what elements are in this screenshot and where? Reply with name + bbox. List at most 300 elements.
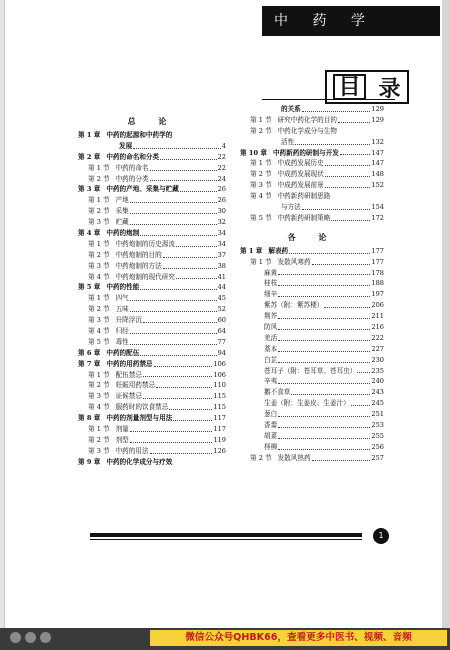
toc-entry <box>78 359 226 370</box>
toc-entry-number: 第 1 节 <box>250 257 272 266</box>
toc-entry <box>240 268 384 279</box>
toc-entry-title: 四气 <box>115 294 129 303</box>
toc-entry <box>78 326 226 337</box>
toc-entry-title: 与方法 <box>281 203 301 211</box>
book-title-band <box>262 6 440 36</box>
toc-entry <box>78 195 226 206</box>
toc-entry-page: 206 <box>371 301 384 310</box>
toc-entry-number: 第 1 节 <box>250 115 272 124</box>
toc-entry-page: 216 <box>371 323 384 332</box>
toc-entry-number: 第 1 章 <box>78 130 101 139</box>
toc-entry-title: 中药的化学成分与疗效 <box>106 457 173 466</box>
toc-entry-title: 麻黄 <box>264 268 278 277</box>
toc-leader-dots <box>340 154 371 155</box>
toc-entry-page: 230 <box>371 355 384 364</box>
toc-entry <box>240 300 384 311</box>
toc-entry-title: 妊娠用药禁忌 <box>115 381 156 390</box>
toc-entry <box>240 257 384 268</box>
toc-entry-page: 197 <box>371 290 384 299</box>
toc-entry-number: 第 2 节 <box>88 381 110 390</box>
toc-entry-title: 中药的产地、采集与贮藏 <box>106 185 179 194</box>
toc-entry-title: 中药新药研制策略 <box>277 213 331 222</box>
toc-entry-number: 第 4 节 <box>88 272 110 281</box>
toc-entry-title: 中成药发展历史 <box>277 159 324 168</box>
book-title: 中 药 学 <box>274 13 375 29</box>
toc-entry <box>240 366 384 377</box>
toc-leader-dots <box>154 366 213 367</box>
page-number-badge <box>373 528 389 544</box>
toc-entry-page: 52 <box>217 305 226 314</box>
toc-leader-dots <box>156 387 212 388</box>
toc-entry <box>240 376 384 387</box>
section-title-general: 总 论 <box>127 116 177 126</box>
toc-entry <box>240 213 384 224</box>
toc-entry-number: 第 4 节 <box>250 192 272 201</box>
toc-entry <box>78 272 226 283</box>
toc-entry-title: 中药的分类 <box>115 174 149 183</box>
toc-entry-title: 中药的用药禁忌 <box>106 359 153 368</box>
toc-leader-dots <box>278 383 370 384</box>
toc-entry-title: 贮藏 <box>115 218 129 227</box>
toc-entry <box>78 217 226 228</box>
toc-entry-page: 44 <box>217 283 226 292</box>
toc-entry <box>78 413 226 424</box>
toc-entry-title: 中药化学成分与生物 <box>277 126 337 135</box>
toc-entry-page: 222 <box>371 333 384 342</box>
toc-entry-number: 第 6 章 <box>78 348 101 357</box>
toc-entry-title: 中药的剂量剂型与用法 <box>106 414 173 423</box>
toc-leader-dots <box>312 460 371 461</box>
toc-entry-page: 126 <box>213 446 226 455</box>
toc-leader-dots <box>163 268 217 269</box>
toc-entry-page: 257 <box>371 453 384 462</box>
toc-leader-dots <box>180 191 217 192</box>
toc-leader-dots <box>278 296 370 297</box>
toc-entry-page: 172 <box>371 213 384 222</box>
toc-entry-number: 第 1 节 <box>88 163 110 172</box>
toc-entry-title: 中成药发展现状 <box>277 170 324 179</box>
toc-entry-title: 解表药 <box>268 246 289 255</box>
toc-leader-dots <box>278 274 370 275</box>
toc-entry-page: 115 <box>213 403 226 412</box>
toc-left-rows <box>78 130 226 468</box>
toc-left-column <box>78 112 226 468</box>
toc-entry <box>78 315 226 326</box>
toc-entry-title: 中药炮制的方法 <box>115 261 162 270</box>
toc-entry-title: 中药的命名和分类 <box>106 152 160 161</box>
toc-entry-number: 第 3 节 <box>88 218 110 227</box>
toc-entry <box>78 337 226 348</box>
toc-entry-number: 第 2 章 <box>78 152 101 161</box>
toc-entry-page: 148 <box>371 170 384 179</box>
toc-leader-dots <box>312 264 371 265</box>
toc-entry-page: 26 <box>217 185 226 194</box>
toc-entry-title: 产地 <box>115 196 129 205</box>
toc-entry <box>240 398 384 409</box>
viewer-control-icon[interactable] <box>40 632 51 643</box>
toc-entry <box>78 163 226 174</box>
toc-entry-page: 119 <box>213 435 226 444</box>
toc-entry-number: 第 3 节 <box>88 316 110 325</box>
toc-leader-dots <box>302 111 371 112</box>
toc-entry-number: 第 3 节 <box>88 261 110 270</box>
toc-entry-number: 第 2 节 <box>88 207 110 216</box>
toc-entry-number: 第 7 章 <box>78 359 101 368</box>
toc-leader-dots <box>130 344 217 345</box>
toc-leader-dots <box>143 322 217 323</box>
toc-entry-number: 第 1 章 <box>240 246 263 255</box>
toc-entry-number: 第 9 章 <box>78 457 101 466</box>
toc-entry-page: 77 <box>217 337 226 346</box>
page-edge-shadow <box>442 0 450 628</box>
toc-leader-dots <box>133 148 221 149</box>
toc-entry-page: 147 <box>371 159 384 168</box>
toc-entry-number: 第 1 节 <box>88 294 110 303</box>
toc-entry <box>240 442 384 453</box>
toc-leader-dots <box>289 253 370 254</box>
toc-entry-title: 中药炮制的历史源流 <box>115 239 175 248</box>
toc-entry-number: 第 1 节 <box>88 425 110 434</box>
toc-leader-dots <box>278 362 370 363</box>
toc-entry-number: 第 2 节 <box>250 126 272 135</box>
toc-entry <box>78 435 226 446</box>
toc-entry-page: 110 <box>213 381 226 390</box>
toc-leader-dots <box>278 449 370 450</box>
toc-entry-title: 活性 <box>281 137 295 146</box>
toc-entry-page: 129 <box>371 115 384 124</box>
toc-entry-page: 106 <box>213 370 226 379</box>
header-rule <box>262 99 395 100</box>
toc-leader-dots <box>176 246 217 247</box>
toc-heading-char-1: 目 <box>333 74 365 100</box>
toc-leader-dots <box>325 187 371 188</box>
toc-entry-number: 第 2 节 <box>250 453 272 462</box>
toc-entry-page: 251 <box>371 410 384 419</box>
toc-leader-dots <box>140 355 216 356</box>
toc-entry-number: 第 3 节 <box>88 392 110 401</box>
toc-leader-dots <box>278 438 370 439</box>
toc-entry-page: 154 <box>371 203 384 211</box>
toc-entry-title: 升降浮沉 <box>115 316 142 325</box>
toc-entry-title: 中药的性能 <box>106 283 140 292</box>
toc-entry <box>240 311 384 322</box>
toc-entry-page: 26 <box>217 196 226 205</box>
toc-leader-dots <box>278 351 370 352</box>
toc-entry-title: 五味 <box>115 305 129 314</box>
toc-entry-title: 归经 <box>115 327 129 336</box>
toc-entry-page: 34 <box>217 239 226 248</box>
toc-entry <box>240 355 384 366</box>
toc-entry <box>240 246 384 257</box>
toc-leader-dots <box>278 329 370 330</box>
toc-right-rows-top <box>240 104 384 224</box>
viewer-control-icon[interactable] <box>10 632 21 643</box>
toc-leader-dots <box>130 311 217 312</box>
toc-entry-number: 第 5 节 <box>88 337 110 346</box>
toc-entry-page: 178 <box>371 268 384 277</box>
toc-leader-dots <box>173 420 212 421</box>
toc-entry <box>78 293 226 304</box>
toc-entry-page: 45 <box>217 294 226 303</box>
toc-entry <box>78 446 226 457</box>
toc-leader-dots <box>278 416 370 417</box>
toc-leader-dots <box>324 307 370 308</box>
toc-entry-page: 147 <box>371 148 384 157</box>
toc-entry <box>78 402 226 413</box>
toc-leader-dots <box>130 202 217 203</box>
viewer-control-icon[interactable] <box>25 632 36 643</box>
toc-entry-page: 94 <box>217 348 226 357</box>
toc-entry-page: 32 <box>217 218 226 227</box>
toc-entry-page: 255 <box>371 431 384 440</box>
toc-entry <box>240 453 384 464</box>
toc-entry <box>78 141 226 152</box>
section-title-specific: 各 论 <box>287 231 337 242</box>
toc-entry <box>240 115 384 126</box>
toc-entry-number: 第 3 章 <box>78 185 101 194</box>
toc-entry-page: 177 <box>371 246 384 255</box>
toc-entry-page: 38 <box>217 261 226 270</box>
toc-entry <box>240 387 384 398</box>
toc-entry-number: 第 3 节 <box>250 181 272 190</box>
toc-entry-page: 22 <box>217 163 226 172</box>
toc-entry <box>240 148 384 159</box>
toc-entry-title: 中药新药的研制与开发 <box>272 148 339 157</box>
toc-entry-title: 桂枝 <box>264 279 278 288</box>
toc-entry-number: 第 4 章 <box>78 229 101 237</box>
toc-entry <box>78 152 226 163</box>
toc-entry-title: 中药的配伍 <box>106 348 140 357</box>
toc-entry-page: 227 <box>371 344 384 353</box>
toc-leader-dots <box>150 170 217 171</box>
toc-leader-dots <box>295 144 370 145</box>
toc-entry <box>78 370 226 381</box>
toc-entry-page: 37 <box>217 250 226 259</box>
toc-leader-dots <box>130 431 213 432</box>
toc-entry <box>240 344 384 355</box>
toc-entry-title: 苍耳子（附：苍耳草、苍耳虫） <box>264 366 357 375</box>
toc-entry-page: 129 <box>371 104 384 113</box>
toc-entry <box>240 104 384 115</box>
toc-entry-page: 240 <box>371 377 384 386</box>
toc-entry <box>78 304 226 315</box>
toc-entry <box>78 184 226 195</box>
toc-leader-dots <box>150 180 217 181</box>
toc-entry <box>78 261 226 272</box>
toc-entry-page: 177 <box>371 257 384 266</box>
toc-entry-number: 第 2 节 <box>88 305 110 314</box>
watermark-text: 微信公众号QHBK66，查看更多中医书、视频、音频 <box>185 632 412 643</box>
toc-entry-title: 中药的用法 <box>115 446 149 455</box>
toc-entry-title: 中药炮制的现代研究 <box>115 272 175 281</box>
toc-leader-dots <box>325 165 371 166</box>
toc-leader-dots <box>130 224 217 225</box>
toc-entry-page: 117 <box>213 425 226 434</box>
toc-entry-number: 第 3 节 <box>88 446 110 455</box>
toc-entry-title: 发散风热药 <box>277 453 311 462</box>
toc-entry-title: 辛夷 <box>264 377 278 386</box>
toc-entry <box>78 424 226 435</box>
toc-entry <box>78 348 226 359</box>
toc-entry-title: 配伍禁忌 <box>115 370 142 379</box>
toc-entry <box>240 191 384 202</box>
toc-entry-title: 紫苏（附：紫苏梗） <box>264 301 324 310</box>
toc-leader-dots <box>143 376 212 377</box>
toc-entry-number: 第 1 节 <box>250 159 272 168</box>
toc-entry-title: 柽柳 <box>264 442 278 451</box>
toc-entry-page: 115 <box>213 392 226 401</box>
toc-entry-page: 60 <box>217 316 226 325</box>
toc-entry-number: 第 1 节 <box>88 196 110 205</box>
toc-entry-title: 证候禁忌 <box>115 392 142 401</box>
toc-leader-dots <box>351 405 371 406</box>
toc-entry <box>240 431 384 442</box>
toc-entry-title: 采集 <box>115 207 129 216</box>
toc-entry <box>240 278 384 289</box>
toc-entry-title: 的关系 <box>281 104 301 113</box>
toc-entry-number: 第 2 节 <box>88 174 110 183</box>
toc-entry <box>78 391 226 402</box>
toc-entry <box>78 228 226 239</box>
toc-entry <box>78 206 226 217</box>
toc-leader-dots <box>278 285 370 286</box>
toc-entry-number: 第 5 节 <box>250 213 272 222</box>
toc-entry-page: 235 <box>371 366 384 375</box>
toc-entry <box>78 457 226 468</box>
toc-leader-dots <box>140 289 216 290</box>
toc-entry-title: 葱白 <box>264 410 278 419</box>
toc-entry-page: 256 <box>371 442 384 451</box>
toc-entry-title: 鹅不食草 <box>264 388 291 397</box>
toc-entry <box>240 169 384 180</box>
toc-leader-dots <box>130 300 217 301</box>
toc-entry-title: 中药炮制的目的 <box>115 250 162 259</box>
toc-entry <box>240 289 384 300</box>
toc-right-column <box>240 104 384 464</box>
toc-entry-title: 防风 <box>264 323 278 332</box>
toc-leader-dots <box>176 278 217 279</box>
watermark-banner <box>150 630 447 646</box>
toc-leader-dots <box>302 209 371 210</box>
toc-heading-char-2: 录 <box>378 75 401 102</box>
toc-entry-title: 中药的命名 <box>115 163 149 172</box>
toc-entry-title: 中成药发展前景 <box>277 181 324 190</box>
toc-entry-title: 胡荽 <box>264 431 278 440</box>
toc-right-rows-bottom <box>240 246 384 464</box>
toc-entry-number: 第 2 节 <box>250 170 272 179</box>
toc-entry <box>240 180 384 191</box>
toc-entry-title: 羌活 <box>264 333 278 342</box>
toc-leader-dots <box>160 159 216 160</box>
toc-entry-title: 生姜（附：生姜皮、生姜汁） <box>264 399 350 408</box>
toc-entry-page: 41 <box>217 272 226 281</box>
toc-entry-title: 发散风寒药 <box>277 257 311 266</box>
toc-entry-number: 第 2 节 <box>88 250 110 259</box>
toc-entry <box>240 126 384 137</box>
toc-entry-number: 第 4 节 <box>88 327 110 336</box>
toc-entry-title: 发展 <box>119 141 133 150</box>
toc-entry-page: 24 <box>217 174 226 183</box>
toc-entry-number: 第 1 节 <box>88 239 110 248</box>
toc-entry-title: 剂量 <box>115 425 129 434</box>
toc-entry-title: 中药的炮制 <box>106 229 140 237</box>
toc-entry <box>240 333 384 344</box>
toc-entry <box>78 380 226 391</box>
toc-entry <box>78 174 226 185</box>
toc-entry-number: 第 8 章 <box>78 414 101 423</box>
toc-leader-dots <box>130 333 217 334</box>
page-number: 1 <box>378 531 384 540</box>
toc-entry-page: 117 <box>213 414 226 423</box>
toc-entry-title: 细辛 <box>264 290 278 299</box>
toc-entry-page: 253 <box>371 421 384 430</box>
footer-rule <box>90 533 362 537</box>
toc-leader-dots <box>338 122 370 123</box>
toc-entry-title: 香薷 <box>264 421 278 430</box>
toc-entry-title: 中药新药研制思路 <box>277 192 331 201</box>
toc-entry-title: 藁本 <box>264 344 278 353</box>
toc-leader-dots <box>163 257 217 258</box>
toc-entry-page: 245 <box>371 399 384 408</box>
toc-leader-dots <box>143 398 212 399</box>
toc-entry-number: 第 4 节 <box>88 403 110 412</box>
toc-entry-page: 64 <box>217 327 226 336</box>
toc-entry <box>78 250 226 261</box>
toc-entry-page: 211 <box>371 312 384 321</box>
toc-entry-title: 中药的起源和中药学的 <box>106 130 173 139</box>
toc-entry <box>78 239 226 250</box>
toc-entry-number: 第 10 章 <box>240 148 267 157</box>
toc-entry-title: 剂型 <box>115 435 129 444</box>
toc-entry-title: 毒性 <box>115 337 129 346</box>
toc-entry-page: 188 <box>371 279 384 288</box>
toc-entry-page: 106 <box>213 359 226 368</box>
toc-entry-title: 荆芥 <box>264 312 278 321</box>
toc-leader-dots <box>130 442 213 443</box>
toc-entry-title: 白芷 <box>264 355 278 364</box>
footer-rule-thin <box>90 539 362 540</box>
toc-leader-dots <box>150 453 213 454</box>
toc-leader-dots <box>169 409 212 410</box>
toc-entry-page: 243 <box>371 388 384 397</box>
toc-leader-dots <box>278 340 370 341</box>
toc-leader-dots <box>140 235 216 236</box>
toc-leader-dots <box>325 176 371 177</box>
toc-entry <box>240 137 384 148</box>
toc-leader-dots <box>291 394 370 395</box>
toc-entry <box>240 322 384 333</box>
viewer-controls <box>10 632 51 643</box>
toc-entry-page: 30 <box>217 207 226 216</box>
toc-entry-number: 第 1 节 <box>88 370 110 379</box>
toc-entry <box>78 282 226 293</box>
toc-entry-page: 22 <box>217 152 226 161</box>
toc-entry-title: 研究中药化学的目的 <box>277 115 337 124</box>
toc-entry-page: 4 <box>221 141 226 150</box>
toc-entry <box>78 130 226 141</box>
toc-entry <box>240 420 384 431</box>
toc-leader-dots <box>278 427 370 428</box>
toc-entry-page: 34 <box>217 229 226 237</box>
toc-entry <box>240 409 384 420</box>
toc-entry-page: 132 <box>371 137 384 146</box>
toc-leader-dots <box>130 213 217 214</box>
toc-entry-title: 服药时的饮食禁忌 <box>115 403 169 412</box>
toc-leader-dots <box>357 372 370 373</box>
toc-leader-dots <box>278 318 370 319</box>
toc-entry-number: 第 5 章 <box>78 283 101 292</box>
toc-entry-number: 第 2 节 <box>88 435 110 444</box>
